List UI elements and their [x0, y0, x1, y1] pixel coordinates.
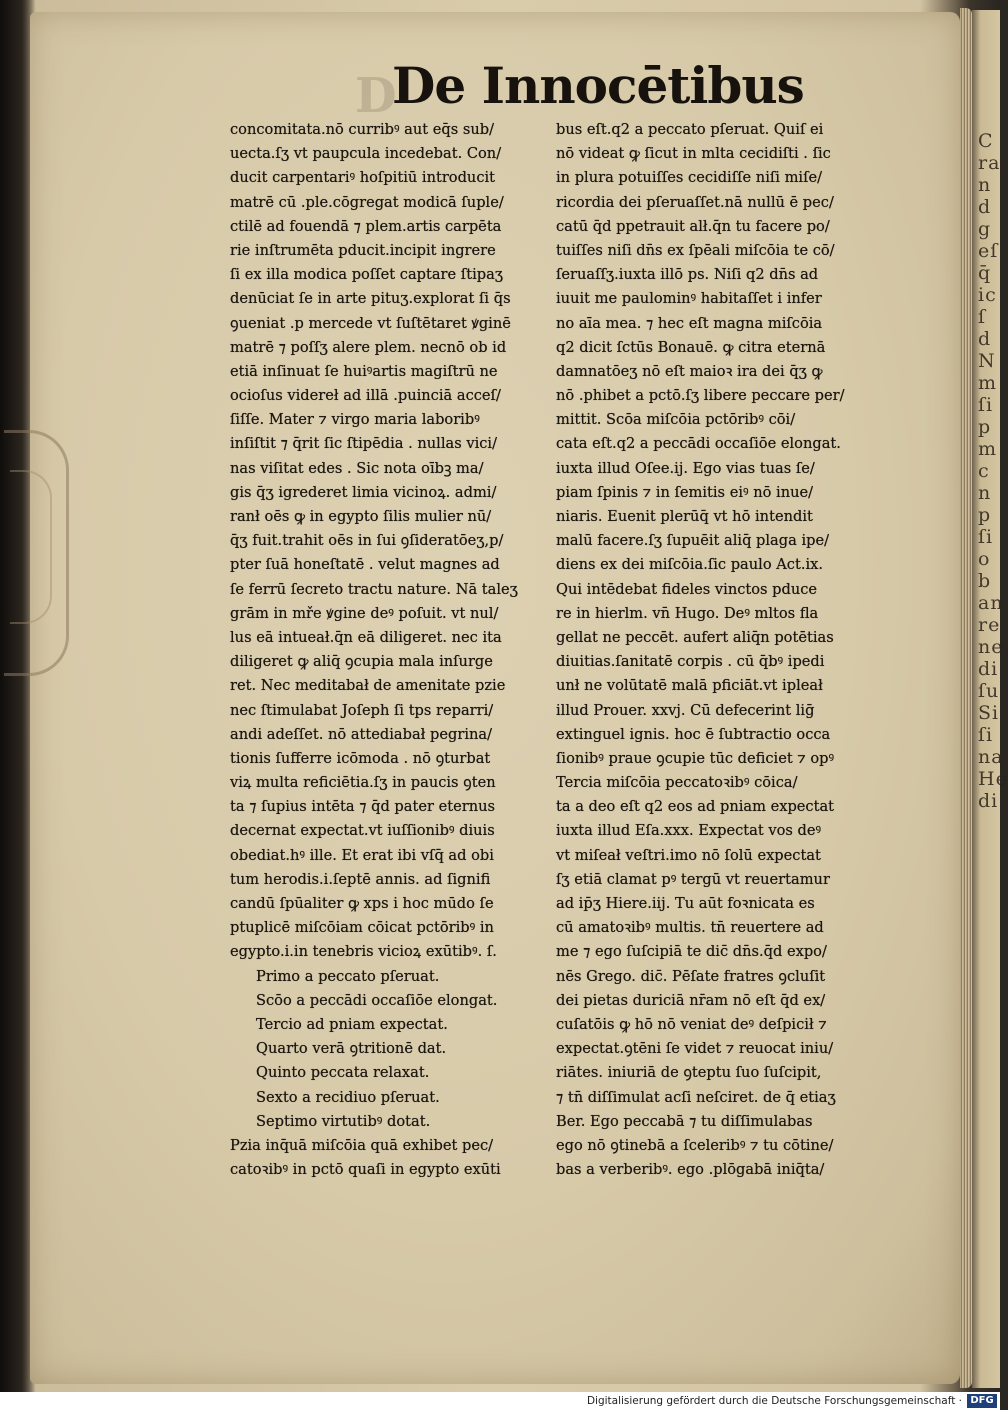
text-line: catū q̄d ppetrauit alł.q̄n tu facere po/ — [556, 217, 830, 235]
facing-page-fragment: c — [978, 460, 990, 482]
text-line: matrē cū .ple.cōgregat modicā ſuple/ — [230, 193, 504, 211]
text-line: ⁊ tn̄ diſſimulat acſi neſciret. de q̄ etiaʒ — [556, 1088, 836, 1106]
text-line: bus eſt.q2 a peccato pſeruat. Quiſ ei — [556, 121, 824, 138]
text-line: ctilē ad fouendā ⁊ plem.artis carpēta — [230, 217, 502, 235]
text-line: ranł oēs ꝙ in egypto ſilis mulier nū/ — [230, 508, 492, 525]
text-line: nō .phibet a pctō.ſʒ libere peccare per/ — [556, 387, 845, 405]
text-line: catoꝛibꝰ in pctō quaſi in egypto exūti — [230, 1161, 501, 1179]
book-clasp-inner — [10, 470, 52, 624]
text-line: ſiſſe. Mater ⁊ virgo maria laboribꝰ — [230, 411, 480, 429]
text-line: extinguel ignis. hoc ē ſubtractio occa — [556, 725, 831, 743]
text-line: niaris. Euenit plerūq̄ vt hō intendit — [556, 508, 813, 525]
facing-page-fragment: m — [978, 372, 998, 394]
text-line: gis q̄ʒ igrederet limia vicinoꝝ. admi/ — [230, 483, 497, 501]
bleed-through-mark: D — [355, 68, 397, 124]
text-line: me ⁊ ego ſuſcipiā te dic̄ dn̄s.q̄d expo/ — [556, 943, 827, 961]
facing-page-fragment: di — [978, 658, 999, 680]
text-line: ret. Nec meditabał de amenitate pzie — [230, 677, 506, 695]
text-line: cuſatōis ꝙ hō nō veniat deꝰ deſpicił ⁊ — [556, 1015, 827, 1033]
text-line: malū facere.ſʒ ſupuēit aliq̄ plaga ipe/ — [556, 532, 830, 550]
text-line: bas a verberibꝰ. ego .plōgabā iniq̄ta/ — [556, 1161, 825, 1179]
text-line: Primo a peccato pſeruat. — [256, 967, 440, 985]
text-line: Quarto verā ꝯtritionē dat. — [256, 1040, 447, 1058]
facing-page-fragment: He — [978, 768, 1008, 790]
facing-page-fragment: ſi — [978, 526, 994, 548]
text-line: lus eā intueał.q̄n eā diligeret. nec ita — [230, 628, 502, 646]
text-line: unł ne volūtatē malā pficiāt.vt ipleał — [556, 677, 823, 695]
text-line: viꝝ multa reficiētia.ſʒ in paucis ꝯten — [230, 774, 496, 792]
text-line: denūciat ſe in arte pituʒ.explorat ſi q̄s — [230, 290, 511, 308]
text-line: ſe ferrū ſecreto tractu nature. Nā taleʒ — [230, 580, 518, 598]
facing-page-fragment: n — [978, 174, 992, 196]
text-line: ſeruaſſʒ.iuxta illō ps. Niſi q2 dn̄s ad — [556, 266, 819, 284]
text-line: obediat.hꝰ ille. Et erat ibi vſq̄ ad obi — [230, 846, 494, 864]
facing-page-fragment: ne — [978, 636, 1004, 658]
text-line: nas viſitat edes . Sic nota oībꝫ ma/ — [230, 459, 484, 477]
text-line: tuiſſes niſi dn̄s ex ſpēali miſcōia te cō/ — [556, 241, 835, 259]
text-line: andi adeſſet. nō attediabał pegrina/ — [230, 725, 493, 743]
text-line: Tercio ad pniam expectat. — [256, 1015, 448, 1033]
facing-page-fragment: re — [978, 614, 1001, 636]
text-line: ta a deo eſt q2 eos ad pniam expectat — [556, 798, 835, 816]
text-line: q2 dicit ſctūs Bonauē. ꝙ citra eternā — [556, 338, 826, 356]
text-line: Tercia miſcōia peccatoꝛibꝰ cōica/ — [556, 774, 798, 792]
facing-page-fragment: N — [978, 350, 996, 372]
text-line: cata eſt.q2 a peccādi occaſiōe elongat. — [556, 435, 841, 453]
text-line: ego nō ꝯtinebā a ſceleribꝰ ⁊ tu cōtine/ — [556, 1136, 834, 1154]
text-line: ricordia dei pſeruaſſet.nā nullū ē pec/ — [556, 193, 834, 211]
text-line: inſiſtit ⁊ q̄rit ſic ſtipēdia . nullas vici/ — [230, 435, 498, 453]
facing-page-text — [978, 130, 1008, 812]
text-line: Qui intēdebat fideles vinctos pduce — [556, 580, 818, 598]
text-line: dei pietas duriciā nr̄am nō eſt q̄d ex/ — [556, 991, 826, 1009]
text-line: q̄ʒ fuit.trahit oēs in ſui ꝯſideratōeʒ,p/ — [230, 532, 504, 550]
facing-page-fragment: m — [978, 438, 998, 460]
text-line: diligeret ꝙ aliq̄ ꝯcupia mala inſurge — [230, 653, 493, 671]
text-line: riātes. iniuriā de ꝯteptu ſuo ſuſcipit, — [556, 1064, 822, 1082]
funding-credit: Digitalisierung gefördert durch die Deutsche Forschungsgemeinschaft · — [586, 1395, 962, 1407]
text-line: ocioſus videreł ad illā .puinciā acceſ/ — [230, 387, 501, 405]
text-line: nēs Grego. dic̄. Pēſate fratres ꝯcluſit — [556, 967, 826, 985]
text-line: ta ⁊ ſupius intēta ⁊ q̄d pater eternus — [230, 798, 495, 816]
facing-page-fragment: o — [978, 548, 991, 570]
text-line: matrē ⁊ poſſʒ alere plem. necnō ob id — [230, 338, 507, 356]
text-line: ptuplicē miſcōiam cōicat pctōribꝰ in — [230, 919, 494, 937]
text-line: diens ex dei miſcōia.ſic paulo Act.ix. — [556, 556, 824, 574]
text-line: expectat.ꝯtēni ſe videt ⁊ reuocat iniu/ — [556, 1040, 834, 1058]
text-line: vt miſeał veſtri.imo nō ſolū expectat — [556, 846, 821, 864]
right-text-column — [556, 118, 878, 1182]
text-line: mittit. Scōa miſcōia pctōribꝰ cōi/ — [556, 411, 796, 429]
facing-page-fragment: ſi — [978, 724, 994, 746]
facing-page-fragment: Si — [978, 702, 1000, 724]
text-line: tum herodis.i.ſeptē annis. ad ſignifi — [230, 870, 491, 888]
facing-page-fragment: ic — [978, 284, 997, 306]
text-line: candū ſpūaliter ꝙ xps i hoc mūdo ſe — [230, 895, 494, 912]
text-line: ad ip̄ʒ Hiere.iij. Tu aūt foꝛnicata es — [556, 895, 815, 912]
facing-page-fragment: q̄ — [978, 262, 992, 284]
dfg-logo: DFG — [967, 1394, 997, 1408]
text-line: re in hierlm. vn̄ Hugo. Deꝰ mltos fla — [556, 604, 819, 622]
text-line: concomitata.nō curribꝰ aut eq̄s sub/ — [230, 121, 495, 138]
facing-page-fragment: d — [978, 328, 992, 350]
text-line: no aīa mea. ⁊ hec eſt magna miſcōia — [556, 314, 823, 332]
facing-page-fragment: di — [978, 790, 999, 812]
text-line: etiā inſinuat ſe huiꝰartis magiſtrū ne — [230, 362, 498, 380]
facing-page-fragment: an — [978, 592, 1004, 614]
text-line: iuxta illud Oſee.ij. Ego vias tuas ſe/ — [556, 459, 815, 477]
text-line: tionis ſufferre icōmoda . nō ꝯturbat — [230, 749, 491, 767]
text-line: gellat ne peccēt. aufert aliq̄n potētias — [556, 628, 834, 646]
facing-page-fragment: C — [978, 130, 994, 152]
text-line: Pzia inq̄uā miſcōia quā exhibet pec/ — [230, 1136, 494, 1154]
text-line: ſi ex illa modica poſſet captare ſtipaʒ — [230, 266, 504, 284]
text-line: piam ſpinis ⁊ in ſemitis eiꝰ nō inue/ — [556, 483, 814, 501]
text-line: in plura potuiſſes cecidiſſe niſi miſe/ — [556, 169, 823, 187]
text-line: iuuit me paulominꝰ habitaſſet i infer — [556, 290, 822, 308]
text-line: ꝯueniat .p mercede vt ſuſtētaret ꝟginē — [230, 314, 511, 332]
text-line: egypto.i.in tenebris vicioꝝ exūtibꝰ. ſ. — [230, 943, 497, 961]
text-line: Scōo a peccādi occaſiōe elongat. — [256, 991, 498, 1009]
page-edges — [960, 8, 972, 1388]
text-line: uecta.ſʒ vt paupcula incedebat. Con/ — [230, 145, 502, 163]
text-line: Ber. Ego peccabā ⁊ tu diſſimulabas — [556, 1112, 813, 1130]
text-line: grām in mře ꝟgine deꝰ poſuit. vt nul/ — [230, 604, 499, 622]
text-line: Quinto peccata relaxat. — [256, 1064, 430, 1082]
text-line: ducit carpentariꝰ hoſpitiū introducit — [230, 169, 496, 187]
facing-page-fragment: ſi — [978, 394, 994, 416]
running-header: De Innocētibus — [392, 56, 804, 115]
text-line: Septimo virtutibꝰ dotat. — [256, 1112, 431, 1130]
text-line: rie inſtrumēta pducit.incipit ingrere — [230, 241, 496, 259]
text-line: Sexto a recidiuo pſeruat. — [256, 1088, 440, 1106]
text-line: nō videat ꝙ ſicut in mlta cecidiſti . ſic — [556, 145, 831, 163]
facing-page-fragment: d — [978, 196, 992, 218]
text-line: iuxta illud Eſa.xxx. Expectat vos deꝰ — [556, 822, 822, 840]
left-text-column — [230, 118, 548, 1182]
facing-page-fragment: na — [978, 746, 1004, 768]
facing-page-fragment: p — [978, 504, 992, 526]
text-line: ſʒ etiā clamat pꝰ tergū vt reuertamur — [556, 870, 830, 888]
text-line: illud Prouer. xxvj. Cū defecerint liḡ — [556, 701, 815, 719]
text-line: ſionibꝰ praue ꝯcupie tūc deficiet ⁊ opꝰ — [556, 749, 835, 767]
text-line: damnatōeʒ nō eſt maioꝛ ira dei q̄ʒ ꝙ — [556, 362, 823, 380]
facing-page-fragment: ſ — [978, 306, 987, 328]
facing-page-fragment: eſ — [978, 240, 999, 262]
facing-page-fragment: ſu — [978, 680, 1000, 702]
text-line: nec ſtimulabat Joſeph ſi tps reparri/ — [230, 701, 494, 719]
text-line: decernat expectat.vt iuſſionibꝰ diuis — [230, 822, 495, 840]
text-line: cū amatoꝛibꝰ multis. tn̄ reuertere ad — [556, 919, 824, 937]
facing-page-fragment: n — [978, 482, 992, 504]
text-line: pter ſuā honeſtatē . velut magnes ad — [230, 556, 500, 574]
facing-page-fragment: ra — [978, 152, 1001, 174]
facing-page-fragment: b — [978, 570, 992, 592]
text-line: diuitias.ſanitatē corpis . cū q̄bꝰ ipedi — [556, 653, 825, 671]
facing-page-fragment: g — [978, 218, 992, 240]
facing-page-fragment: p — [978, 416, 992, 438]
